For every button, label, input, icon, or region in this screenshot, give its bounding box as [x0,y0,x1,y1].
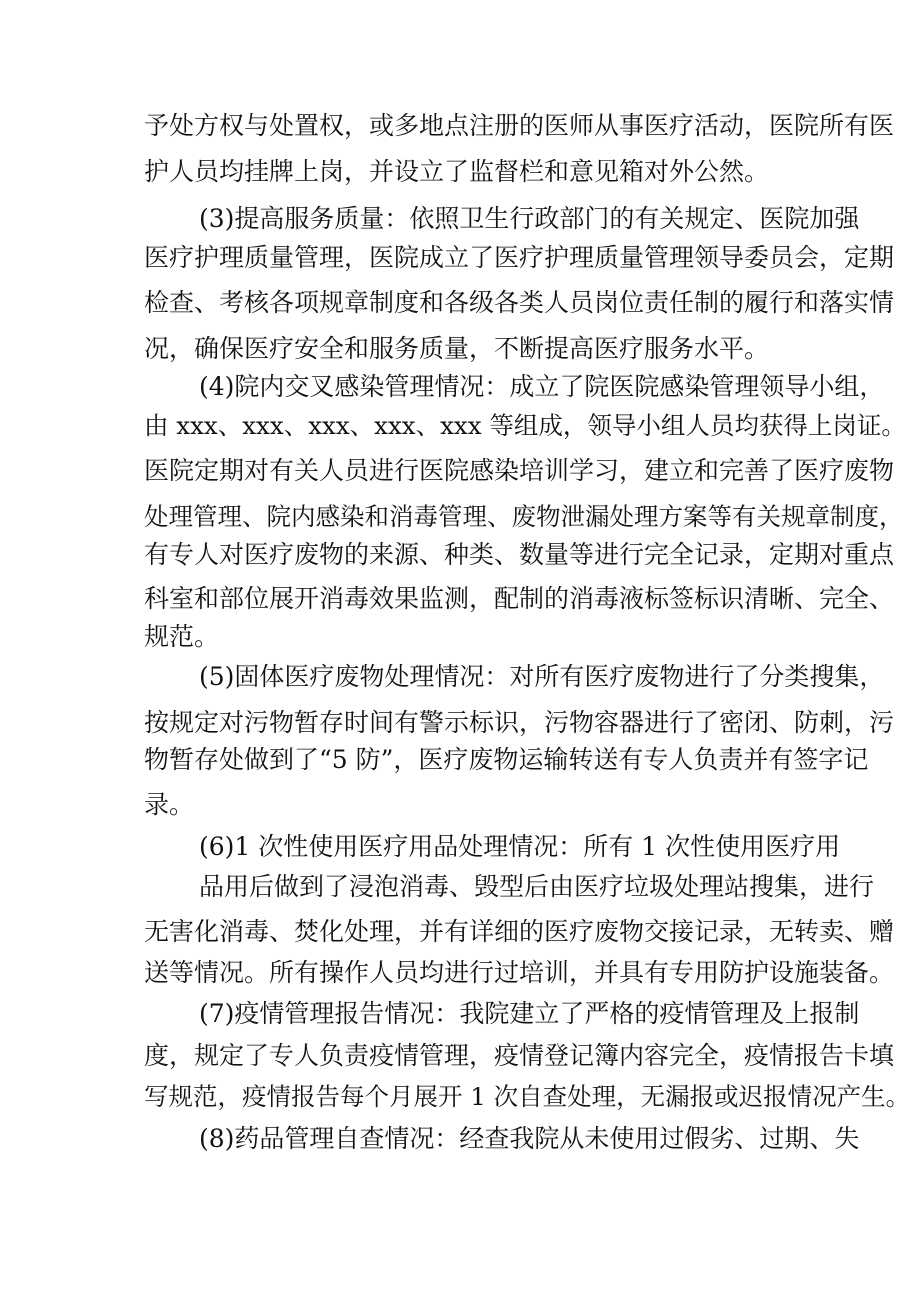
text-line: (4)院内交叉感染管理情况：成立了院医院感染管理领导小组， [199,372,885,401]
text-line: 度，规定了专人负责疫情管理，疫情登记簿内容完全，疫情报告卡填 [144,1041,895,1070]
text-line: 送等情况。所有操作人员均进行过培训，并具有专用防护设施装备。 [144,958,895,987]
text-line: 按规定对污物暂存时间有警示标识，污物容器进行了密闭、防刺，污 [144,708,895,737]
text-line: (3)提高服务质量：依照卫生行政部门的有关规定、医院加强 [199,204,860,233]
text-line: (5)固体医疗废物处理情况：对所有医疗废物进行了分类搜集， [199,662,885,691]
text-line: 写规范，疫情报告每个月展开 1 次自查处理，无漏报或迟报情况产生。 [144,1082,911,1111]
text-line: 物暂存处做到了“5 防”，医疗废物运输转送有专人负责并有签字记 [144,745,869,774]
text-line: 科室和部位展开消毒效果监测，配制的消毒液标签标识清晰、完全、 [144,584,895,613]
text-line: 处理管理、院内感染和消毒管理、废物泄漏处理方案等有关规章制度， [144,502,904,531]
text-line: 有专人对医疗废物的来源、种类、数量等进行完全记录，定期对重点 [144,540,895,569]
text-line: 医疗护理质量管理，医院成立了医疗护理质量管理领导委员会，定期 [144,243,895,272]
text-line: 规范。 [144,622,220,651]
text-line: 况，确保医疗安全和服务质量，不断提高医疗服务水平。 [144,334,770,363]
text-line: 品用后做到了浸泡消毒、毁型后由医疗垃圾处理站搜集，进行 [199,872,875,901]
text-line: 录。 [144,790,195,819]
text-line: 由 xxx、xxx、xxx、xxx、xxx 等组成，领导小组人员均获得上岗证。 [144,411,906,440]
text-line: (7)疫情管理报告情况：我院建立了严格的疫情管理及上报制 [199,999,860,1028]
text-line: 无害化消毒、焚化处理，并有详细的医疗废物交接记录，无转卖、赠 [144,917,895,946]
text-line: (8)药品管理自查情况：经查我院从未使用过假劣、过期、失 [199,1124,860,1153]
text-line: 护人员均挂牌上岗，并设立了监督栏和意见箱对外公然。 [144,157,770,186]
text-line: 医院定期对有关人员进行医院感染培训学习，建立和完善了医疗废物 [144,456,895,485]
text-line: (6)1 次性使用医疗用品处理情况：所有 1 次性使用医疗用 [199,832,841,861]
text-line: 予处方权与处置权，或多地点注册的医师从事医疗活动，医院所有医 [144,111,895,140]
text-line: 检查、考核各项规章制度和各级各类人员岗位责任制的履行和落实情 [144,288,895,317]
